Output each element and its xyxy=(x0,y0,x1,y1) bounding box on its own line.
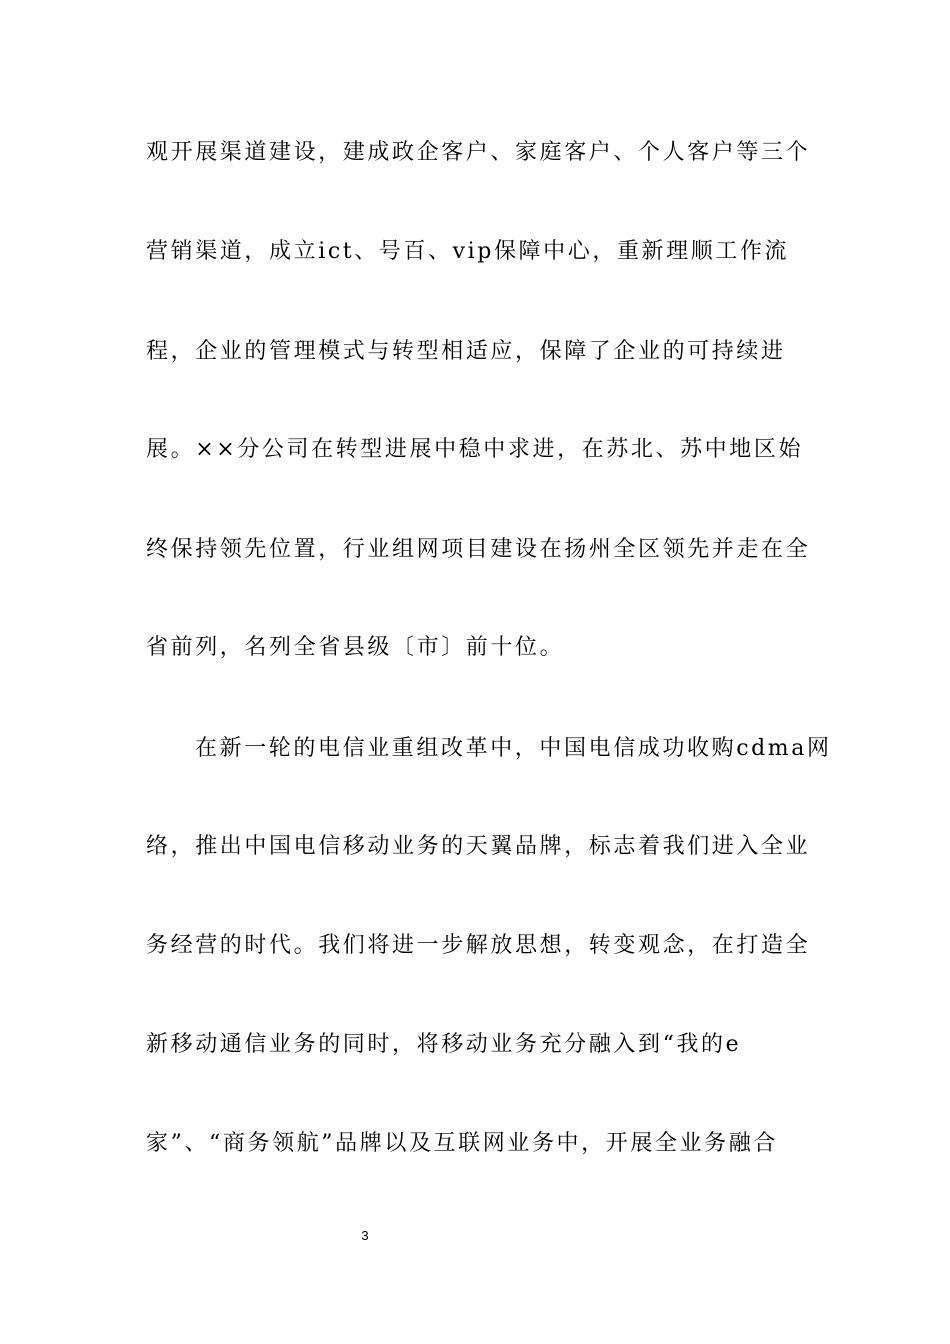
text-line: 家”、“商务领航”品牌以及互联网业务中，开展全业务融合 xyxy=(146,1131,778,1156)
paragraph-first-line: 在新一轮的电信业重组改革中，中国电信成功收购cdma网 xyxy=(195,736,832,761)
text-line: 观开展渠道建设，建成政企客户、家庭客户、个人客户等三个 xyxy=(146,140,811,165)
text-line: 终保持领先位置，行业组网项目建设在扬州全区领先并走在全 xyxy=(146,537,811,562)
text-line: 新移动通信业务的同时，将移动业务充分融入到“我的e xyxy=(146,1032,742,1057)
text-line: 展。××分公司在转型进展中稳中求进，在苏北、苏中地区始 xyxy=(146,437,804,462)
page-number: 3 xyxy=(361,1228,369,1243)
text-line: 营销渠道，成立ict、号百、vip保障中心，重新理顺工作流 xyxy=(146,239,790,264)
text-line: 络，推出中国电信移动业务的天翼品牌，标志着我们进入全业 xyxy=(146,834,811,859)
text-line: 务经营的时代。我们将进一步解放思想，转变观念，在打造全 xyxy=(146,933,811,958)
text-line: 省前列，名列全省县级〔市〕前十位。 xyxy=(146,635,565,660)
text-line: 程，企业的管理模式与转型相适应，保障了企业的可持续进 xyxy=(146,339,786,364)
